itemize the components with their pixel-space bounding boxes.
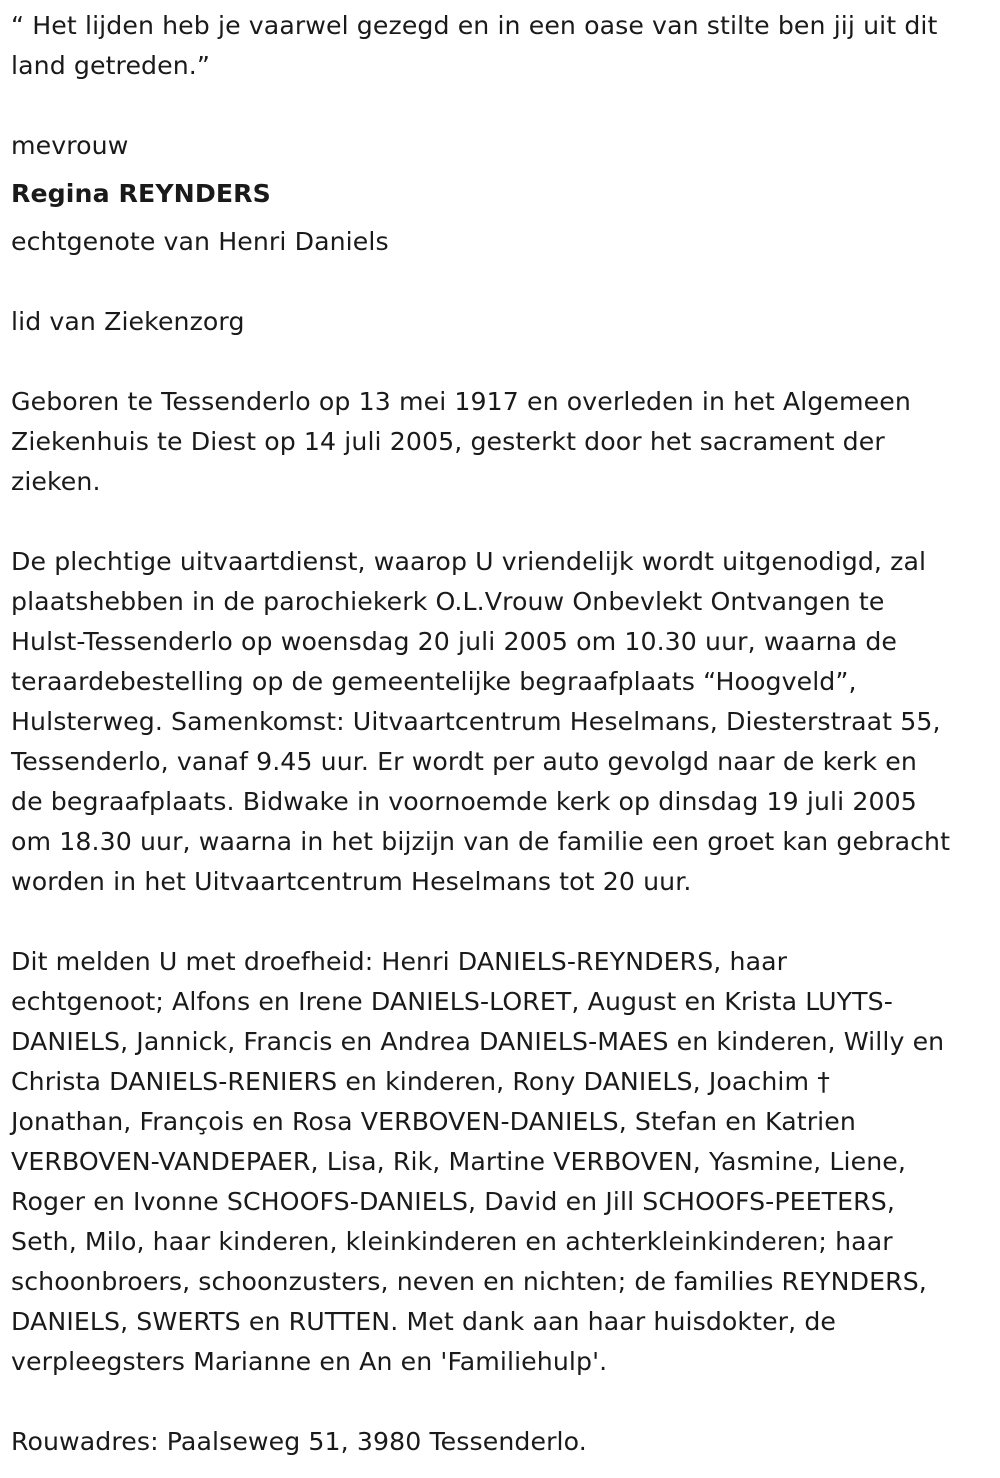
- spouse-line: echtgenote van Henri Daniels: [11, 227, 389, 256]
- birth-death-paragraph: Geboren te Tessenderlo op 13 mei 1917 en overleden in het Algemeen Ziekenhuis te Diest op 14 juli 2005, gesterkt door het sacrament der zieken.: [11, 387, 911, 496]
- opening-quote: “ Het lijden heb je vaarwel gezegd en in een oase van stilte ben jij uit dit land getreden.”: [11, 11, 938, 80]
- membership-line: lid van Ziekenzorg: [11, 307, 245, 336]
- mourning-address: Rouwadres: Paalseweg 51, 3980 Tessenderlo.: [11, 1427, 587, 1456]
- announcers-paragraph: Dit melden U met droefheid: Henri DANIELS-REYNDERS, haar echtgenoot; Alfons en Irene DANIELS-LORET, August en Krista LUYTS- DANIELS, Jannick, Francis en Andrea DANIELS-MAES en kinderen, Willy en Christa DANIELS-RENIERS en kinderen, Rony DANIELS, Joachim † Jonathan, François en Rosa VERBOVEN-DANIELS, Stefan en Katrien VERBOVEN-VANDEPAER, Lisa, Rik, Martine VERBOVEN, Yasmine, Liene, Roger en Ivonne SCHOOFS-DANIELS, David en Jill SCHOOFS-PEETERS, Seth, Milo, haar kinderen, kleinkinderen en achterkleinkinderen; haar schoonbroers, schoonzusters, neven en nichten; de families REYNDERS, DANIELS, SWERTS en RUTTEN. Met dank aan haar huisdokter, de verpleegsters Marianne en An en 'Familiehulp'.: [11, 947, 945, 1376]
- funeral-info-paragraph: De plechtige uitvaartdienst, waarop U vriendelijk wordt uitgenodigd, zal plaatshebben in de parochiekerk O.L.Vrouw Onbevlekt Ontvangen te Hulst-Tessenderlo op woensdag 20 juli 2005 om 10.30 uur, waarna de teraardebestelling op de gemeentelijke begraafplaats “Hoogveld”, Hulsterweg. Samenkomst: Uitvaartcentrum Heselmans, Diesterstraat 55, Tessenderlo, vanaf 9.45 uur. Er wordt per auto gevolgd naar de kerk en de begraafplaats. Bidwake in voornoemde kerk op dinsdag 19 juli 2005 om 18.30 uur, waarna in het bijzijn van de familie een groet kan gebracht worden in het Uitvaartcentrum Heselmans tot 20 uur.: [11, 547, 951, 896]
- title-prefix: mevrouw: [11, 131, 129, 160]
- deceased-name: Regina REYNDERS: [11, 179, 271, 208]
